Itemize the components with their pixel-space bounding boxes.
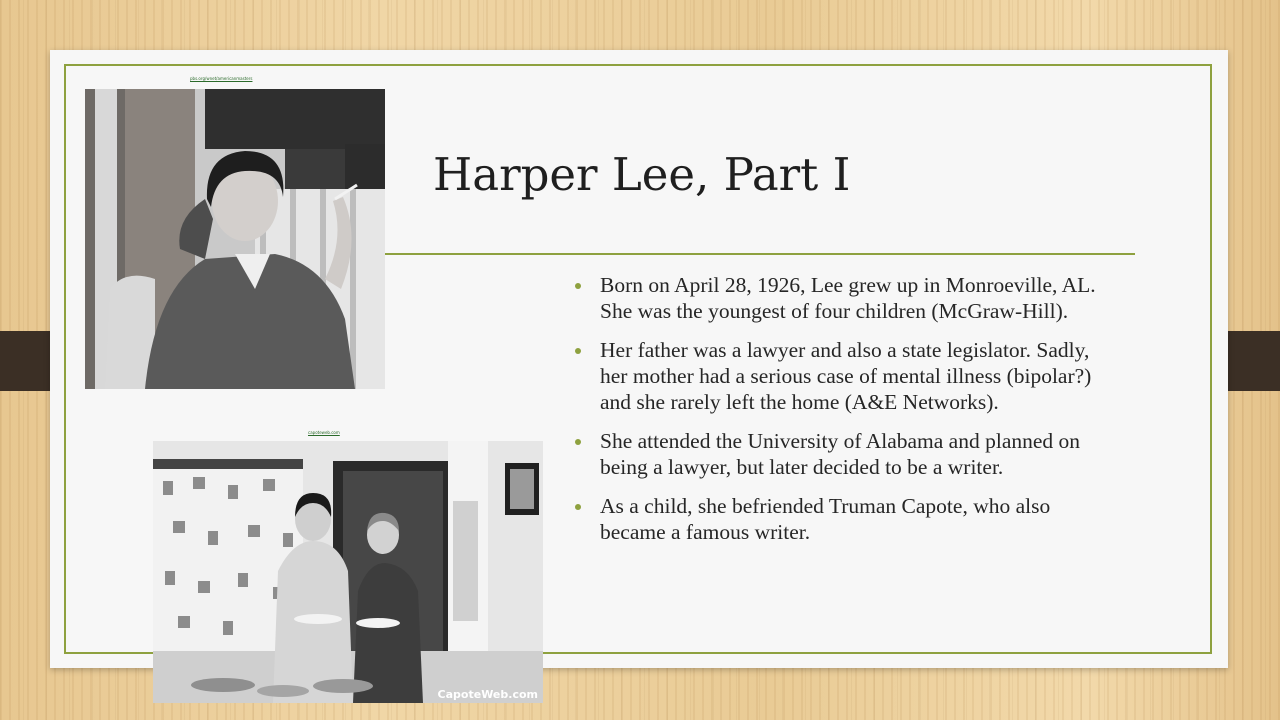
lee-and-capote-photo <box>153 441 543 703</box>
bullet-list <box>573 272 1118 558</box>
bullet-dot-icon <box>575 439 581 445</box>
image-credit-link-2[interactable]: capoteweb.com <box>308 430 340 435</box>
bullet-text: Born on April 28, 1926, Lee grew up in Monroeville, AL. She was the youngest of four children (McGraw-Hill). <box>600 273 1096 323</box>
bullet-item <box>573 272 1118 324</box>
title-underline <box>385 253 1135 255</box>
bullet-dot-icon <box>575 504 581 510</box>
bullet-dot-icon <box>575 283 581 289</box>
photo-watermark: CapoteWeb.com <box>437 688 538 701</box>
image-credit-link-1[interactable]: pbs.org/wnet/americanmasters <box>190 76 253 81</box>
bullet-text: As a child, she befriended Truman Capote, who also became a famous writer. <box>600 494 1051 544</box>
slide-title: Harper Lee, Part I <box>433 148 851 201</box>
bullet-text: Her father was a lawyer and also a state legislator. Sadly, her mother had a serious case of mental illness (bipolar?) and she rarely left the home (A&E Networks). <box>600 338 1092 414</box>
slide <box>50 50 1228 701</box>
bullet-item <box>573 337 1118 415</box>
bullet-item <box>573 493 1118 545</box>
bullet-text: She attended the University of Alabama and planned on being a lawyer, but later decided to be a writer. <box>600 429 1081 479</box>
bullet-item <box>573 428 1118 480</box>
harper-lee-portrait-photo <box>85 89 385 389</box>
bullet-dot-icon <box>575 348 581 354</box>
